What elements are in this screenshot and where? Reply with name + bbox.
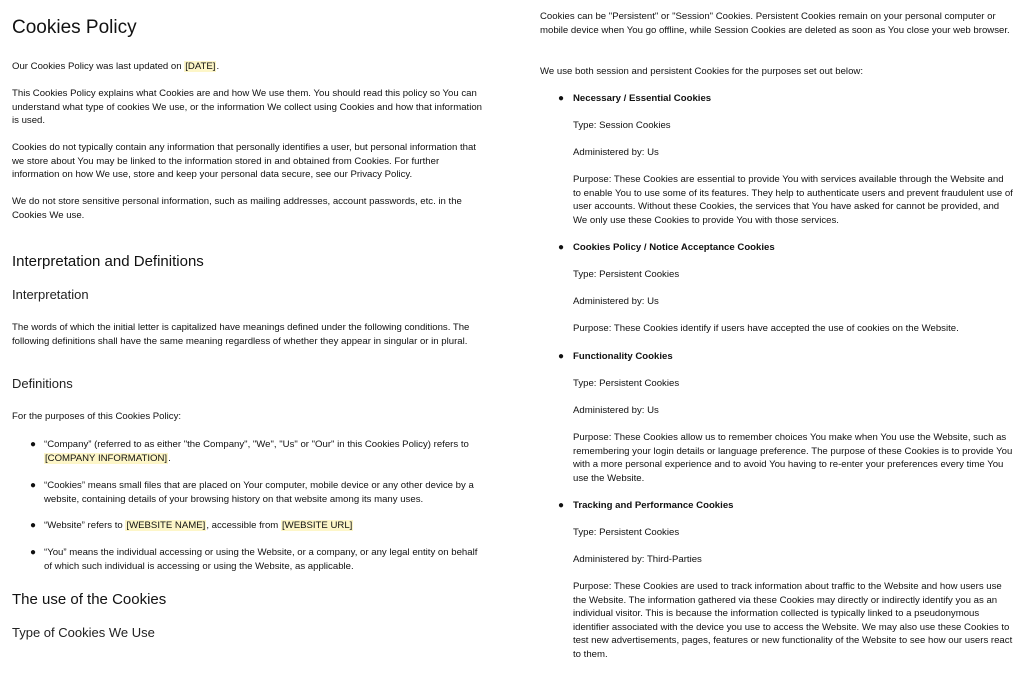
cookie-item-admin: Administered by: Third-Parties xyxy=(573,554,702,565)
def-company-text: “Company” (referred to as either "the Company", "We", "Us" or "Our" in this Cookies Policy) refers to xyxy=(44,439,469,450)
def-you-text: “You” means the individual accessing or using the Website, or a company, or any legal entity on behalf of which such individual is accessing or using the Website, as applicable. xyxy=(44,547,478,572)
intro-paragraph-2: Cookies do not typically contain any information that personally identifies a user, but personal information that we store about You may be linked to the information stored in and obtained from Cookies. For further information on how We use, store and keep your personal data secure, see our Privacy Policy. xyxy=(12,142,476,180)
cookie-item-name: Necessary / Essential Cookies xyxy=(573,93,712,104)
website-url-placeholder: [WEBSITE URL] xyxy=(281,520,353,531)
cookie-item-type: Type: Persistent Cookies xyxy=(573,527,680,538)
bullet-dot: ● xyxy=(30,520,37,531)
def-company-end: . xyxy=(168,452,171,464)
heading-definitions: Definitions xyxy=(12,376,73,391)
cookie-item-type: Type: Persistent Cookies xyxy=(573,269,680,280)
bullet-dot: ● xyxy=(30,480,37,491)
bullet-dot: ● xyxy=(30,547,37,558)
def-website-text: “Website” refers to xyxy=(44,520,126,531)
cookie-item-admin: Administered by: Us xyxy=(573,296,659,307)
company-placeholder: [COMPANY INFORMATION] xyxy=(45,452,168,464)
bullet-dot: ● xyxy=(558,500,565,511)
def-cookies-text: “Cookies” means small files that are placed on Your computer, mobile device or any other device by a website, containing details of your browsing history on that website among its many uses. xyxy=(44,480,474,505)
intro-paragraph: This Cookies Policy explains what Cookies are and how We use them. You should read this policy so You can understand what type of cookies We use, or the information We collect using Cookies and how that information is used. xyxy=(12,88,482,126)
heading-type-of-cookies: Type of Cookies We Use xyxy=(12,625,155,640)
purposes-intro: We use both session and persistent Cookies for the purposes set out below: xyxy=(540,66,863,77)
last-updated xyxy=(12,60,219,74)
bullet-dot: ● xyxy=(558,351,565,362)
intro-paragraph-3: We do not store sensitive personal information, such as mailing addresses, account passwords, etc. in the Cookies We use. xyxy=(12,196,462,221)
bullet-dot: ● xyxy=(558,242,565,253)
heading-interpretation-definitions: Interpretation and Definitions xyxy=(12,253,204,270)
cookie-item-name: Tracking and Performance Cookies xyxy=(573,500,734,511)
cookie-item-name: Functionality Cookies xyxy=(573,351,673,362)
cookie-item-admin: Administered by: Us xyxy=(573,405,659,416)
page-title: Cookies Policy xyxy=(12,17,137,38)
bullet-dot: ● xyxy=(558,93,565,104)
cookie-item-purpose: Purpose: These Cookies identify if users have accepted the use of cookies on the Website. xyxy=(573,323,959,334)
heading-interpretation: Interpretation xyxy=(12,287,89,302)
def-website-mid: , accessible from xyxy=(206,520,281,531)
heading-use-of-cookies: The use of the Cookies xyxy=(12,591,167,608)
cookie-item-purpose: Purpose: These Cookies allow us to remember choices You make when You use the Website, such as remembering your login details or language preference. The purpose of these Cookies is to provide You with a more personal experience and to avoid You having to re-enter your preferences every time You use the Website. xyxy=(573,432,1013,484)
cookie-item-admin: Administered by: Us xyxy=(573,147,659,158)
persistent-session-paragraph: Cookies can be "Persistent" or "Session" Cookies. Persistent Cookies remain on your personal computer or mobile device when You go offline, while Session Cookies are deleted as soon as You close your web browser. xyxy=(540,11,1010,36)
cookie-item-purpose: Purpose: These Cookies are essential to provide You with services available through the Website and to enable You to use some of its features. They help to authenticate users and prevent fraudulent use of user accounts. Without these Cookies, the services that You have asked for cannot be provided, and We only use these Cookies to provide You with those services. xyxy=(573,174,1013,226)
last-updated-suffix: . xyxy=(216,61,220,72)
website-name-placeholder: [WEBSITE NAME] xyxy=(126,520,206,531)
cookie-item-type: Type: Persistent Cookies xyxy=(573,378,680,389)
interpretation-text: The words of which the initial letter is capitalized have meanings defined under the following conditions. The following definitions shall have the same meaning regardless of whether they appear in singular or in plural. xyxy=(12,322,470,347)
cookie-item-purpose: Purpose: These Cookies are used to track information about traffic to the Website and how users use the Website. The information gathered via these Cookies may directly or indirectly identify you as an individual visitor. This is because the information collected is typically linked to a pseudonymous identifier associated with the device you use to access the Website. We may also use these Cookies to test new advertisements, pages, features or new functionality of the Website to see how our users react to them. xyxy=(573,581,1013,660)
cookie-item-type: Type: Session Cookies xyxy=(573,120,671,131)
last-updated-prefix: Our Cookies Policy was last updated on xyxy=(12,61,185,72)
date-placeholder: [DATE] xyxy=(185,61,216,72)
cookie-item-name: Cookies Policy / Notice Acceptance Cookies xyxy=(573,242,775,253)
bullet-dot: ● xyxy=(30,439,37,450)
definitions-intro: For the purposes of this Cookies Policy: xyxy=(12,411,182,422)
